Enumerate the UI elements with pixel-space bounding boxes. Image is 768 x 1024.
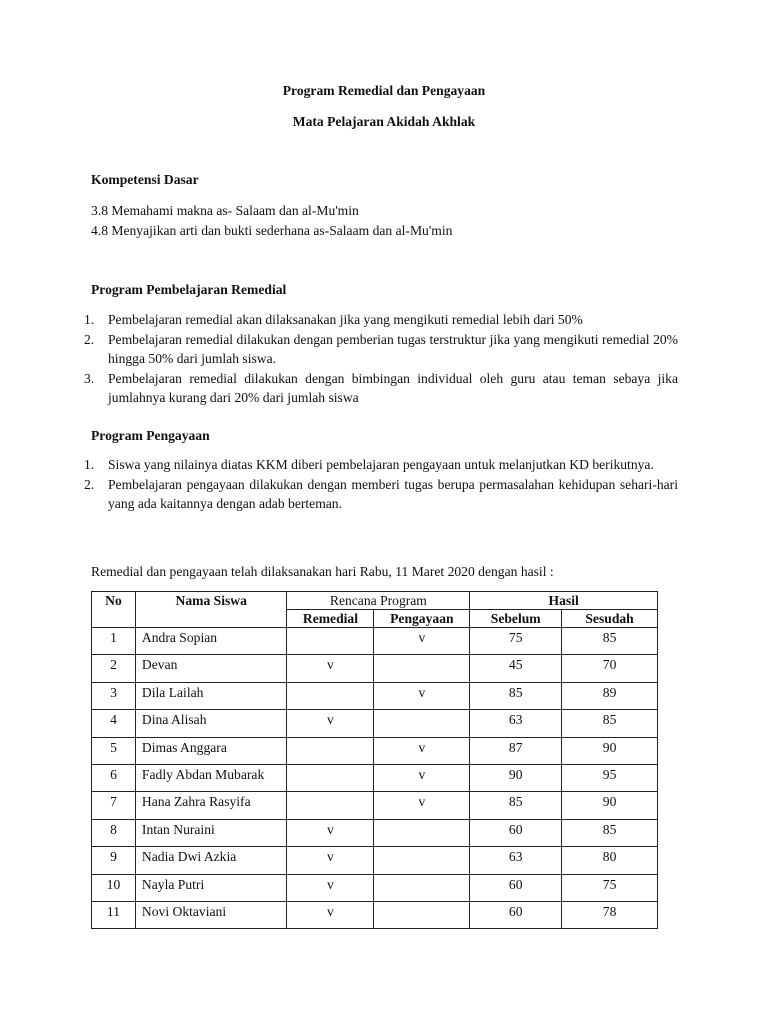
header-pengayaan: Pengayaan	[374, 610, 470, 628]
table-row	[92, 628, 658, 655]
cell-sesudah: 85	[562, 710, 658, 737]
cell-sebelum: 60	[470, 901, 562, 928]
table-row	[92, 764, 658, 791]
cell-sesudah: 70	[562, 655, 658, 682]
cell-remedial	[287, 628, 374, 655]
list-text: Pembelajaran remedial akan dilaksanakan jika yang mengikuti remedial lebih dari 50%	[108, 312, 583, 327]
summary-text: Remedial dan pengayaan telah dilaksanakan hari Rabu, 11 Maret 2020 dengan hasil :	[91, 564, 554, 579]
cell-pengayaan	[374, 819, 470, 846]
cell-sebelum: 85	[470, 682, 562, 709]
remedial-heading: Program Pembelajaran Remedial	[91, 282, 287, 297]
remedial-list	[84, 310, 678, 408]
cell-sesudah: 90	[562, 737, 658, 764]
cell-pengayaan: v	[374, 682, 470, 709]
cell-remedial: v	[287, 901, 374, 928]
cell-sesudah: 85	[562, 628, 658, 655]
cell-no: 4	[92, 710, 136, 737]
results-table	[91, 591, 658, 929]
cell-sebelum: 45	[470, 655, 562, 682]
cell-nama: Novi Oktaviani	[135, 901, 287, 928]
list-text: Siswa yang nilainya diatas KKM diberi pembelajaran pengayaan untuk melanjutkan KD berikutnya.	[108, 457, 654, 472]
table-row	[92, 737, 658, 764]
cell-remedial: v	[287, 655, 374, 682]
cell-no: 2	[92, 655, 136, 682]
cell-nama: Nadia Dwi Azkia	[135, 847, 287, 874]
header-remedial: Remedial	[287, 610, 374, 628]
header-no: No	[92, 592, 136, 628]
list-item	[84, 475, 678, 514]
table-row	[92, 901, 658, 928]
cell-no: 11	[92, 901, 136, 928]
pengayaan-list	[84, 455, 678, 514]
list-item	[84, 330, 678, 369]
cell-no: 7	[92, 792, 136, 819]
header-hasil: Hasil	[470, 592, 658, 610]
kompetensi-item: 3.8 Memahami makna as- Salaam dan al-Mu'min	[91, 203, 359, 218]
cell-sebelum: 60	[470, 874, 562, 901]
table-row	[92, 682, 658, 709]
cell-sesudah: 89	[562, 682, 658, 709]
header-rencana: Rencana Program	[287, 592, 470, 610]
list-number: 2.	[84, 476, 95, 492]
cell-no: 5	[92, 737, 136, 764]
cell-no: 1	[92, 628, 136, 655]
list-number: 1.	[84, 457, 95, 472]
list-text: Pembelajaran remedial dilakukan dengan pemberian tugas terstruktur jika yang mengikuti remedial 20% hingga 50% dari jumlah siswa.	[108, 331, 678, 366]
cell-pengayaan: v	[374, 737, 470, 764]
cell-nama: Fadly Abdan Mubarak	[135, 764, 287, 791]
pengayaan-heading: Program Pengayaan	[91, 428, 210, 443]
list-number: 1.	[84, 312, 95, 327]
cell-sesudah: 75	[562, 874, 658, 901]
cell-nama: Dina Alisah	[135, 710, 287, 737]
document-title: Program Remedial dan Pengayaan	[282, 83, 486, 98]
cell-remedial	[287, 764, 374, 791]
kompetensi-heading: Kompetensi Dasar	[91, 172, 199, 187]
list-text: Pembelajaran remedial dilakukan dengan bimbingan individual oleh guru atau teman sebaya jika jumlahnya kurang dari 20% dari jumlah siswa	[108, 370, 678, 405]
cell-pengayaan: v	[374, 792, 470, 819]
list-number: 3.	[84, 370, 95, 386]
cell-pengayaan: v	[374, 764, 470, 791]
cell-no: 9	[92, 847, 136, 874]
list-text: Pembelajaran pengayaan dilakukan dengan memberi tugas berupa permasalahan kehidupan sehari-hari yang ada kaitannya dengan adab berteman.	[108, 476, 678, 511]
list-item	[84, 310, 678, 330]
header-nama: Nama Siswa	[135, 592, 287, 628]
cell-sebelum: 87	[470, 737, 562, 764]
cell-sesudah: 85	[562, 819, 658, 846]
cell-remedial: v	[287, 874, 374, 901]
cell-nama: Hana Zahra Rasyifa	[135, 792, 287, 819]
cell-sebelum: 75	[470, 628, 562, 655]
cell-sesudah: 80	[562, 847, 658, 874]
cell-nama: Dila Lailah	[135, 682, 287, 709]
cell-pengayaan	[374, 847, 470, 874]
table-row	[92, 819, 658, 846]
header-sesudah: Sesudah	[562, 610, 658, 628]
cell-remedial	[287, 737, 374, 764]
cell-sebelum: 63	[470, 710, 562, 737]
header-sebelum: Sebelum	[470, 610, 562, 628]
list-number: 2.	[84, 331, 95, 347]
document-subtitle: Mata Pelajaran Akidah Akhlak	[292, 114, 476, 129]
cell-no: 10	[92, 874, 136, 901]
cell-no: 6	[92, 764, 136, 791]
cell-sebelum: 60	[470, 819, 562, 846]
cell-pengayaan	[374, 901, 470, 928]
cell-remedial	[287, 792, 374, 819]
cell-no: 8	[92, 819, 136, 846]
table-row	[92, 847, 658, 874]
table-body	[92, 628, 658, 929]
cell-remedial: v	[287, 710, 374, 737]
cell-sebelum: 85	[470, 792, 562, 819]
cell-remedial	[287, 682, 374, 709]
table-row	[92, 874, 658, 901]
kompetensi-item: 4.8 Menyajikan arti dan bukti sederhana as-Salaam dan al-Mu'min	[91, 223, 453, 238]
cell-pengayaan	[374, 710, 470, 737]
table-row	[92, 710, 658, 737]
list-item	[84, 369, 678, 408]
table-row	[92, 655, 658, 682]
cell-nama: Nayla Putri	[135, 874, 287, 901]
cell-remedial: v	[287, 819, 374, 846]
table-row	[92, 792, 658, 819]
cell-sesudah: 90	[562, 792, 658, 819]
cell-no: 3	[92, 682, 136, 709]
cell-nama: Dimas Anggara	[135, 737, 287, 764]
cell-nama: Andra Sopian	[135, 628, 287, 655]
cell-nama: Intan Nuraini	[135, 819, 287, 846]
cell-sebelum: 90	[470, 764, 562, 791]
list-item	[84, 455, 678, 475]
cell-pengayaan	[374, 655, 470, 682]
cell-nama: Devan	[135, 655, 287, 682]
cell-pengayaan: v	[374, 628, 470, 655]
cell-remedial: v	[287, 847, 374, 874]
cell-pengayaan	[374, 874, 470, 901]
cell-sebelum: 63	[470, 847, 562, 874]
cell-sesudah: 95	[562, 764, 658, 791]
cell-sesudah: 78	[562, 901, 658, 928]
